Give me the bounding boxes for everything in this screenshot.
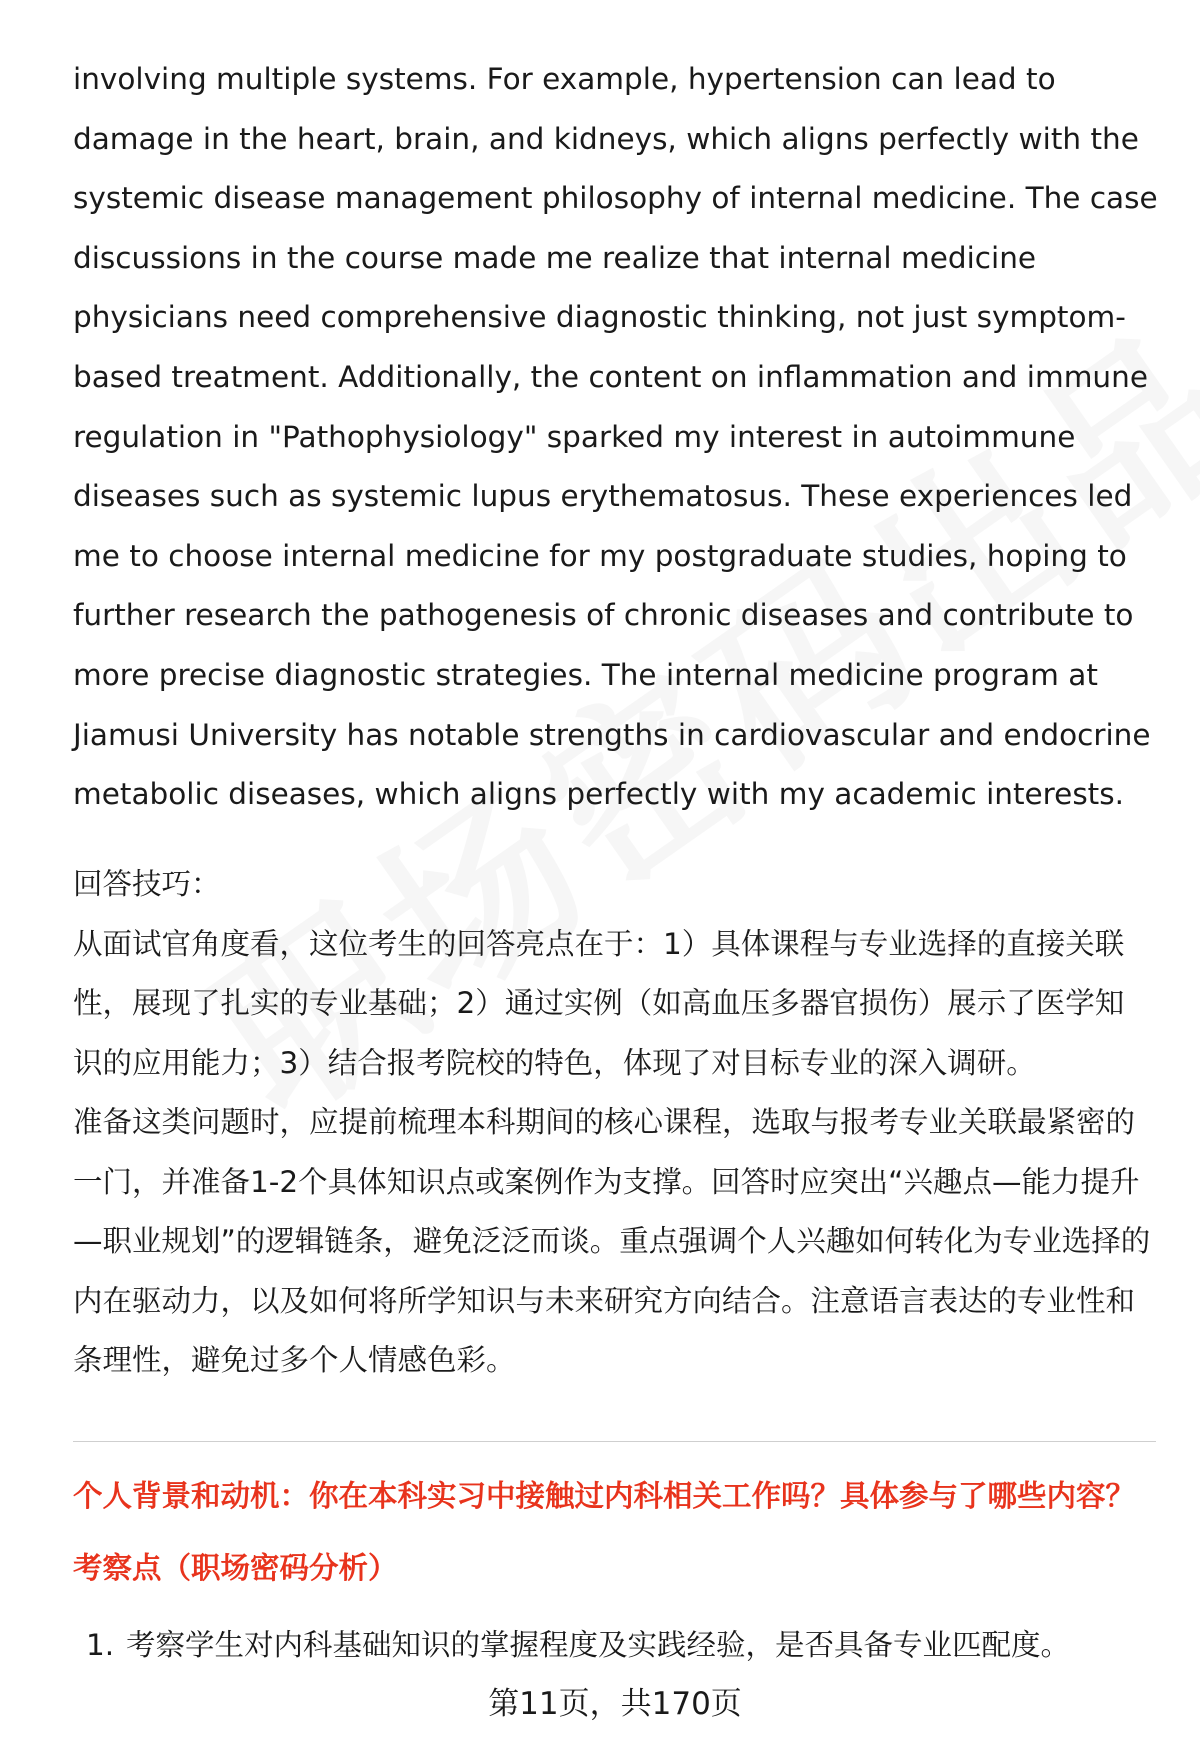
list-item-number: 1. [86,1628,115,1662]
focus-heading: 考察点（职场密码分析） [73,1551,398,1585]
tips-paragraph-2: 准备这类问题时，应提前梳理本科期间的核心课程，选取与报考专业关联最紧密的一门，并准备1-2个具体知识点或案例作为支撑。回答时应突出“兴趣点—能力提升—职业规划”的逻辑链条，避免泛泛而谈。重点强调个人兴趣如何转化为专业选择的内在驱动力，以及如何将所学知识与未来研究方向结合。注意语言表达的专业性和条理性，避免过多个人情感色彩。 [73,1105,1151,1377]
section-divider [73,1441,1156,1442]
english-answer-paragraph: involving multiple systems. For example, hypertension can lead to damage in the heart, brain, and kidneys, which aligns perfectly with the systemic disease management philosophy of internal medicine. The case discussions in the course made me realize that internal medicine physicians need comprehensive diagnostic thinking, not just symptom-based treatment. Additionally, the content on inflammation and immune regulation in "Pathophysiology" sparked my interest in autoimmune diseases such as systemic lupus erythematosus. These experiences led me to choose internal medicine for my postgraduate studies, hoping to further research the pathogenesis of chronic diseases and contribute to more precise diagnostic strategies. The internal medicine program at Jiamusi University has notable strengths in cardiovascular and endocrine metabolic diseases, which aligns perfectly with my academic interests. [73,62,1158,812]
tips-label: 回答技巧： [73,867,221,901]
answer-tips-section [73,855,1153,1391]
list-item [86,1622,1070,1664]
page-number: 第11页，共170页 [488,1686,742,1722]
tips-paragraph-1: 从面试官角度看，这位考生的回答亮点在于：1）具体课程与专业选择的直接关联性，展现了扎实的专业基础；2）通过实例（如高血压多器官损伤）展示了医学知识的应用能力；3）结合报考院校的特色，体现了对目标专业的深入调研。 [73,926,1125,1080]
list-item-text: 考察学生对内科基础知识的掌握程度及实践经验，是否具备专业匹配度。 [126,1628,1071,1662]
question-heading: 个人背景和动机：你在本科实习中接触过内科相关工作吗？具体参与了哪些内容？ [73,1479,1136,1513]
